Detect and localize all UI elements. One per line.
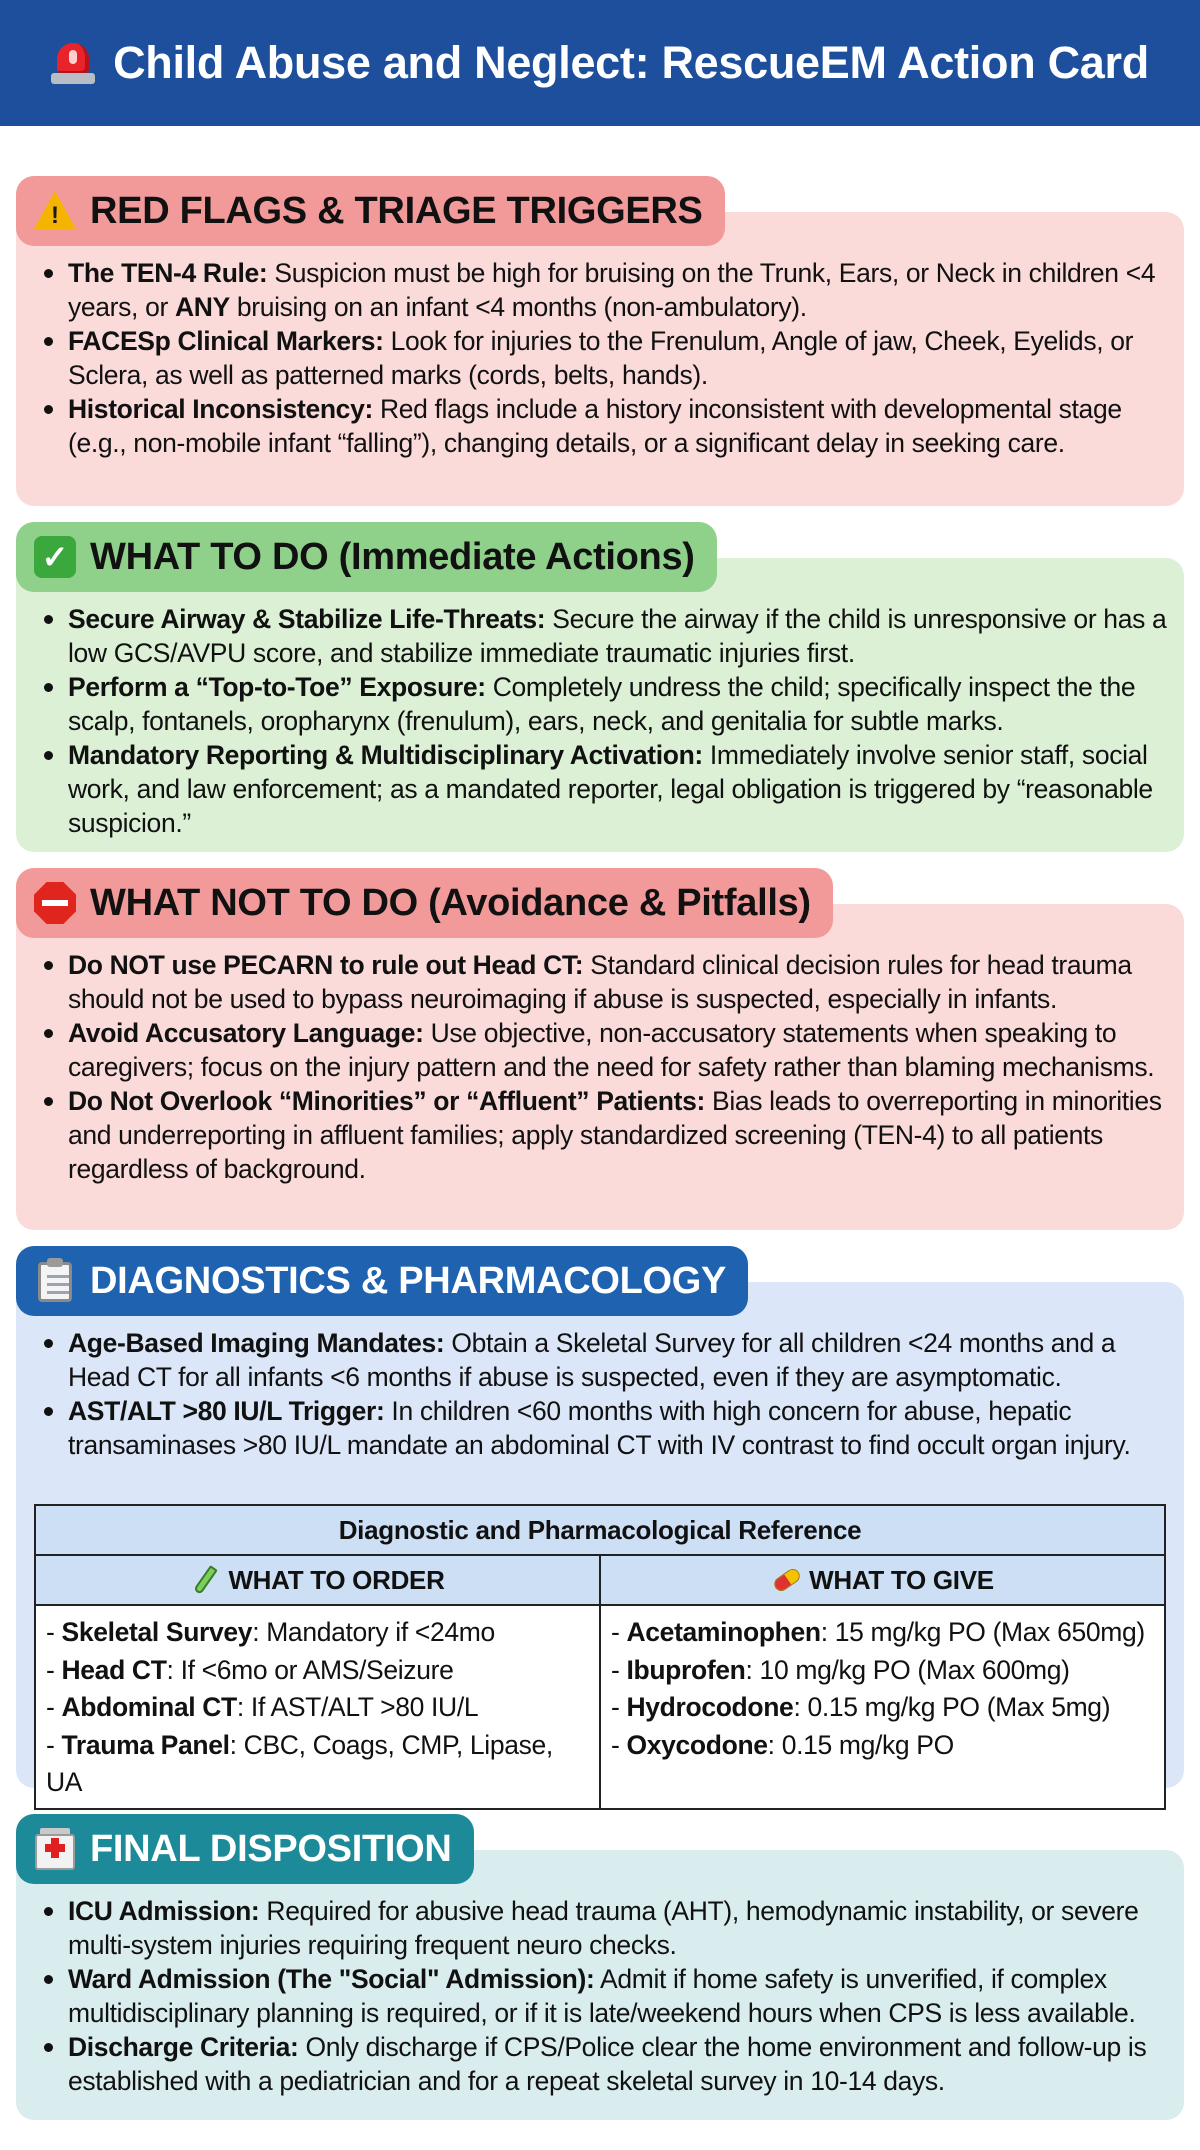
bullet-list	[38, 948, 1176, 1186]
checkmark-icon: ✓	[32, 534, 78, 580]
section-title-pill	[16, 1246, 748, 1316]
section-what-not-to-do	[16, 868, 1184, 1230]
list-item: Age-Based Imaging Mandates: Obtain a Skeletal Survey for all children <24 months and a Head CT for all infants <6 months if abuse is suspected, even if they are asymptomatic.	[38, 1326, 1176, 1394]
table-row: - Head CT: If <6mo or AMS/Seizure	[46, 1654, 454, 1685]
order-column	[36, 1606, 601, 1808]
table-row: - Skeletal Survey: Mandatory if <24mo	[46, 1617, 495, 1647]
table-caption: Diagnostic and Pharmacological Reference	[36, 1506, 1164, 1556]
section-title: FINAL DISPOSITION	[90, 1827, 452, 1870]
table-body	[36, 1606, 1164, 1808]
header-banner	[0, 0, 1200, 126]
section-title-pill	[16, 868, 833, 938]
table-row: - Hydrocodone: 0.15 mg/kg PO (Max 5mg)	[611, 1692, 1111, 1722]
section-red-flags	[16, 176, 1184, 506]
reference-table	[34, 1504, 1166, 1810]
table-row: - Abdominal CT: If AST/ALT >80 IU/L	[46, 1692, 479, 1722]
bullet-list	[38, 602, 1176, 840]
list-item: Historical Inconsistency: Red flags include a history inconsistent with developmental stage (e.g., non-mobile infant “falling”), changing details, or a significant delay in seeking care.	[38, 392, 1176, 460]
section-title: WHAT NOT TO DO (Avoidance & Pitfalls)	[90, 881, 811, 924]
section-title: RED FLAGS & TRIAGE TRIGGERS	[90, 189, 703, 232]
table-row: - Oxycodone: 0.15 mg/kg PO	[611, 1729, 954, 1760]
hospital-icon	[32, 1826, 78, 1872]
bullet-list	[38, 1894, 1176, 2098]
bullet-list	[38, 256, 1176, 460]
list-item: Secure Airway & Stabilize Life-Threats: Secure the airway if the child is unresponsive or has a low GCS/AVPU score, and stabilize immediate traumatic injuries first.	[38, 602, 1176, 670]
pill-icon	[771, 1565, 801, 1595]
section-title-pill	[16, 176, 725, 246]
stop-icon	[32, 880, 78, 926]
list-item: Discharge Criteria: Only discharge if CPS/Police clear the home environment and follow-up is established with a pediatrician and for a repeat skeletal survey in 10-14 days.	[38, 2030, 1176, 2098]
column-header-order: WHAT TO ORDER	[36, 1556, 601, 1604]
list-item: Do NOT use PECARN to rule out Head CT: Standard clinical decision rules for head trauma should not be used to bypass neuroimaging if abuse is suspected, especially in infants.	[38, 948, 1176, 1016]
section-title: WHAT TO DO (Immediate Actions)	[90, 535, 695, 578]
section-what-to-do	[16, 522, 1184, 852]
test-tube-icon	[190, 1565, 220, 1595]
give-column	[601, 1606, 1164, 1808]
section-title-pill	[16, 1814, 474, 1884]
table-row: - Acetaminophen: 15 mg/kg PO (Max 650mg)	[611, 1617, 1145, 1647]
clipboard-icon	[32, 1258, 78, 1304]
table-row: - Ibuprofen: 10 mg/kg PO (Max 600mg)	[611, 1654, 1070, 1685]
list-item: FACESp Clinical Markers: Look for injuries to the Frenulum, Angle of jaw, Cheek, Eyelids, or Sclera, as well as patterned marks (cords, belts, hands).	[38, 324, 1176, 392]
bullet-list	[38, 1326, 1176, 1462]
list-item: ICU Admission: Required for abusive head trauma (AHT), hemodynamic instability, or severe multi-system injuries requiring frequent neuro checks.	[38, 1894, 1176, 1962]
list-item: Ward Admission (The "Social" Admission): Admit if home safety is unverified, if complex multidisciplinary planning is required, or if it is late/weekend hours when CPS is less available.	[38, 1962, 1176, 2030]
table-row: - Trauma Panel: CBC, Coags, CMP, Lipase, UA	[46, 1729, 553, 1797]
list-item: Mandatory Reporting & Multidisciplinary Activation: Immediately involve senior staff, social work, and law enforcement; as a mandated reporter, legal obligation is triggered by “reasonable suspicion.”	[38, 738, 1176, 840]
list-item: Perform a “Top-to-Toe” Exposure: Completely undress the child; specifically inspect the the scalp, fontanels, oropharynx (frenulum), ears, neck, and genitalia for subtle marks.	[38, 670, 1176, 738]
section-diagnostics	[16, 1246, 1184, 1797]
table-header-row	[36, 1556, 1164, 1606]
list-item: AST/ALT >80 IU/L Trigger: In children <60 months with high concern for abuse, hepatic transaminases >80 IU/L mandate an abdominal CT with IV contrast to find occult organ injury.	[38, 1394, 1176, 1462]
list-item: The TEN-4 Rule: Suspicion must be high for bruising on the Trunk, Ears, or Neck in children <4 years, or ANY bruising on an infant <4 months (non-ambulatory).	[38, 256, 1176, 324]
section-title-pill	[16, 522, 717, 592]
siren-icon	[51, 41, 95, 85]
column-header-give: WHAT TO GIVE	[601, 1556, 1164, 1604]
warning-icon: !	[32, 188, 78, 234]
section-final-disposition	[16, 1814, 1184, 2120]
section-title: DIAGNOSTICS & PHARMACOLOGY	[90, 1259, 727, 1302]
list-item: Do Not Overlook “Minorities” or “Affluent” Patients: Bias leads to overreporting in minorities and underreporting in affluent families; apply standardized screening (TEN-4) to all patients regardless of background.	[38, 1084, 1176, 1186]
list-item: Avoid Accusatory Language: Use objective, non-accusatory statements when speaking to caregivers; focus on the injury pattern and the need for safety rather than blaming mechanisms.	[38, 1016, 1176, 1084]
page-title: Child Abuse and Neglect: RescueEM Action Card	[113, 37, 1149, 88]
